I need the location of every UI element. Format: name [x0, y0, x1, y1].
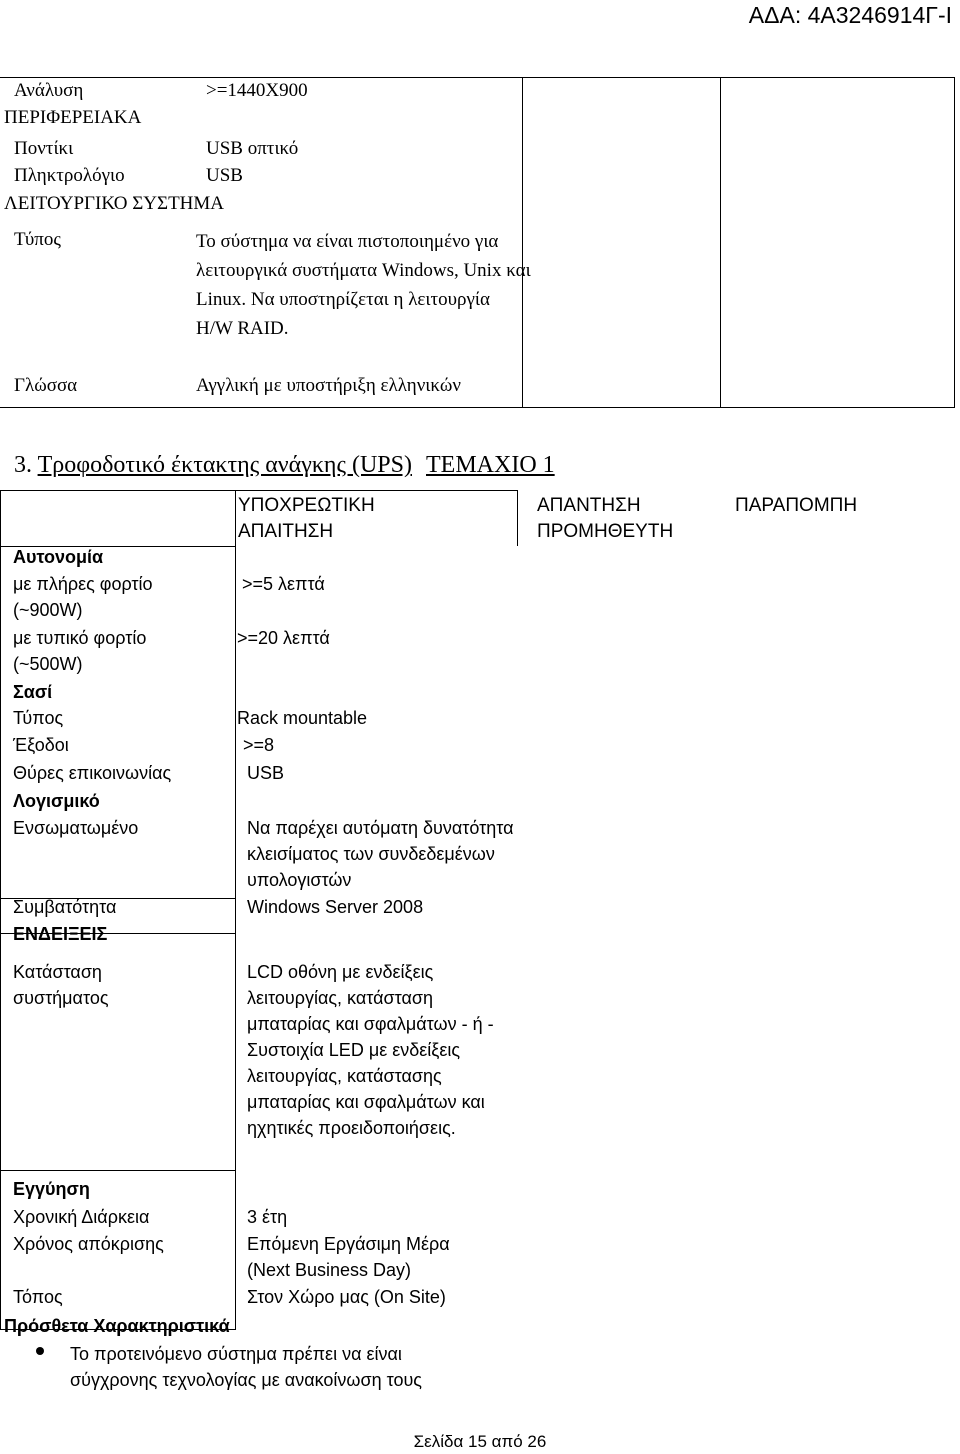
row-label: Ανάλυση — [14, 80, 84, 101]
row-label: Θύρες επικοινωνίας — [13, 763, 172, 783]
row-value: USB — [247, 763, 285, 783]
page-number: Σελίδα 15 από 26 — [413, 1432, 547, 1451]
row-label: Τόπος — [13, 1287, 63, 1307]
bullet-icon — [36, 1347, 44, 1355]
row-label: Πληκτρολόγιο — [14, 165, 125, 186]
column-divider — [720, 77, 721, 408]
row-label: Τύπος — [13, 708, 64, 728]
row-value: Το σύστημα να είναι πιστοποιημένο για λειτουργικά συστήματα Windows, Unix και Linux. Να υποστηρίζεται η λειτουργία H/W RAID. — [196, 231, 531, 339]
row-label: Γλώσσα — [14, 375, 78, 396]
row-value: 3 έτη — [247, 1207, 288, 1227]
header-supplier-response: ΑΠΑΝΤΗΣΗ ΠΡΟΜΗΘΕΥΤΗ — [537, 495, 674, 542]
ups-spec-table — [0, 490, 960, 1330]
row-value: Windows Server 2008 — [247, 897, 424, 917]
section-title — [14, 450, 555, 480]
row-divider — [0, 1170, 236, 1171]
row-label: με τυπικό φορτίο (~500W) — [13, 628, 147, 674]
column-divider — [517, 490, 518, 546]
row-value: Επόμενη Εργάσιμη Μέρα (Next Business Day) — [247, 1234, 450, 1280]
row-value: Rack mountable — [237, 708, 368, 728]
table-border-top — [0, 490, 518, 491]
header-reference: ΠΑΡΑΠΟΜΠΗ — [735, 495, 858, 516]
bullet-text: Το προτεινόμενο σύστημα πρέπει να είναι σύγχρονης τεχνολογίας με ανακοίνωση τους — [70, 1344, 422, 1390]
row-value: >=20 λεπτά — [237, 628, 330, 648]
spec-table-continued — [0, 77, 955, 407]
row-value: USB — [206, 165, 243, 186]
row-value: >=1440X900 — [206, 80, 308, 101]
row-label: Έξοδοι — [13, 735, 69, 755]
group-heading: Εγγύηση — [13, 1179, 90, 1199]
document-code: ΑΔΑ: 4Α3246914Γ-Ι — [748, 2, 952, 28]
row-label: Συμβατότητα — [13, 897, 117, 917]
row-label: Χρονική Διάρκεια — [13, 1207, 150, 1227]
row-value: Αγγλική με υποστήριξη ελληνικών — [196, 375, 461, 396]
table-border-right — [954, 77, 955, 408]
group-heading: ΕΝΔΕΙΞΕΙΣ — [13, 924, 108, 944]
row-label: Κατάσταση συστήματος — [13, 962, 109, 1008]
row-value: USB οπτικό — [206, 138, 299, 159]
table-border-top — [0, 77, 955, 78]
table-border-left — [0, 490, 1, 1330]
column-divider — [235, 490, 236, 1330]
group-heading: Αυτονομία — [13, 547, 104, 567]
row-value: Στον Χώρο μας (On Site) — [247, 1287, 446, 1307]
row-value: >=5 λεπτά — [242, 574, 325, 594]
row-label: Τύπος — [14, 229, 61, 250]
group-heading: Λογισμικό — [13, 791, 100, 811]
group-heading: Πρόσθετα Χαρακτηριστικά — [4, 1316, 230, 1336]
row-label: Ενσωματωμένο — [13, 818, 139, 838]
section-heading: ΠΕΡΙΦΕΡΕΙΑΚΑ — [4, 107, 142, 128]
row-value: Να παρέχει αυτόματη δυνατότητα κλεισίματος των συνδεδεμένων υπολογιστών — [247, 818, 514, 890]
section-number: 3. — [14, 452, 32, 478]
row-value: >=8 — [243, 735, 275, 755]
section-heading-text: Τροφοδοτικό έκτακτης ανάγκης (UPS) — [37, 452, 412, 478]
row-label: με πλήρες φορτίο (~900W) — [13, 574, 153, 620]
section-quantity: ΤΕΜΑΧΙΟ 1 — [426, 452, 555, 478]
row-label: Ποντίκι — [14, 138, 74, 159]
header-requirement: ΥΠΟΧΡΕΩΤΙΚΗ ΑΠΑΙΤΗΣΗ — [238, 495, 375, 542]
table-border-bottom — [0, 407, 955, 408]
row-label: Χρόνος απόκρισης — [13, 1234, 164, 1254]
group-heading: Σασί — [13, 682, 53, 702]
section-heading: ΛΕΙΤΟΥΡΓΙΚΟ ΣΥΣΤΗΜΑ — [4, 193, 225, 214]
row-value: LCD οθόνη με ενδείξεις λειτουργίας, κατάσταση μπαταρίας και σφαλμάτων - ή - Συστοιχία LED με ενδείξεις λειτουργίας, κατάστασης μπαταρίας και σφαλμάτων και ηχητικές προειδοποιήσεις. — [247, 962, 494, 1138]
